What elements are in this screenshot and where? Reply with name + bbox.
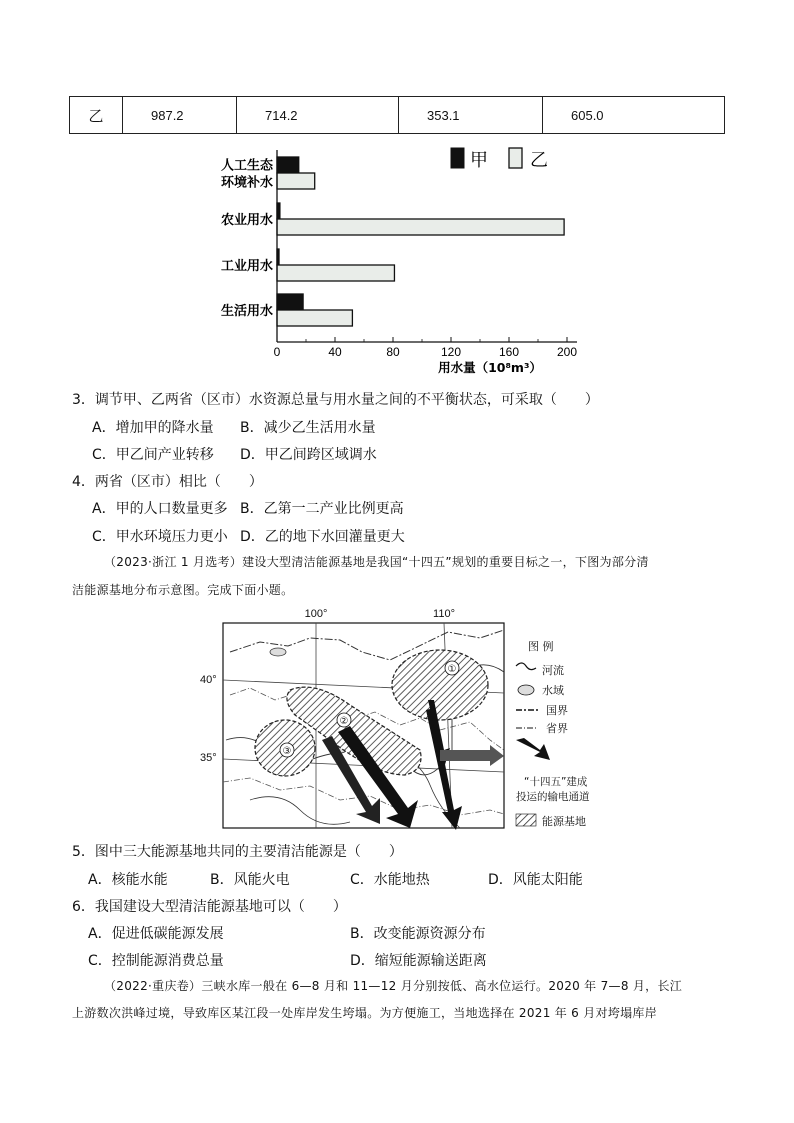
legend-transmission-label-2: 投运的输电通道: [516, 791, 590, 803]
q5-option-b[interactable]: B．风能火电: [210, 872, 290, 888]
base-label: ①: [447, 664, 457, 675]
energy-base-map: [190, 600, 610, 840]
intro1-line1: （2023·浙江 1 月选考）建设大型清洁能源基地是我国“十四五”规划的重要目标之一，下图为部分清: [104, 555, 649, 569]
category-label: 环境补水: [220, 175, 273, 191]
x-tick-label: 0: [273, 345, 281, 359]
table-cell: 987.2: [123, 97, 237, 134]
bar-yi: [277, 219, 564, 235]
lat-label: 40°: [200, 674, 217, 686]
x-axis-label: 用水量（10⁸m³）: [438, 360, 542, 375]
energy-base-1: [392, 650, 488, 720]
bar-yi: [277, 265, 394, 281]
legend-water-label: 水域: [542, 684, 564, 697]
q6-stem: 6．我国建设大型清洁能源基地可以（ ）: [72, 899, 347, 915]
q5-option-a[interactable]: A．核能水能: [88, 872, 168, 888]
category-label: 人工生态: [220, 158, 273, 174]
intro2-line2: 上游数次洪峰过境，导致库区某江段一处库岸发生垮塌。为方便施工，当地选择在 2021 年 6 月对垮塌库岸: [72, 1006, 658, 1020]
q5-stem: 5．图中三大能源基地共同的主要清洁能源是（ ）: [72, 844, 403, 860]
x-tick-label: 40: [328, 345, 342, 359]
bar-jia: [277, 157, 299, 173]
legend-label-yi: 乙: [530, 150, 548, 171]
q6-option-c[interactable]: C．控制能源消费总量: [88, 953, 224, 969]
q4-stem: 4．两省（区市）相比（ ）: [72, 474, 263, 490]
legend-transmission-symbol: [516, 738, 550, 760]
q3-option-b[interactable]: B．减少乙生活用水量: [240, 420, 376, 436]
bar-yi: [277, 310, 352, 326]
lon-label: 100°: [304, 608, 328, 620]
intro1-line2: 洁能源基地分布示意图。完成下面小题。: [72, 583, 294, 597]
base-label: ③: [282, 746, 292, 757]
x-tick-label: 120: [440, 345, 462, 359]
category-label: 农业用水: [220, 213, 273, 228]
q5-option-c[interactable]: C．水能地热: [350, 872, 430, 888]
legend-transmission-label-1: “十四五”建成: [524, 776, 588, 788]
q4-option-b[interactable]: B．乙第一二产业比例更高: [240, 501, 404, 517]
legend-river-symbol: [516, 663, 536, 670]
q5-option-d[interactable]: D．风能太阳能: [488, 872, 583, 888]
legend-title: 图 例: [528, 640, 554, 653]
q6-option-b[interactable]: B．改变能源资源分布: [350, 926, 486, 942]
q3-stem: 3．调节甲、乙两省（区市）水资源总量与用水量之间的不平衡状态，可采取（ ）: [72, 392, 599, 408]
legend-swatch-yi: [509, 148, 522, 168]
x-tick-label: 200: [556, 345, 578, 359]
legend-energy-base-symbol: [516, 814, 536, 826]
table-cell: 714.2: [237, 97, 399, 134]
x-tick-label: 80: [386, 345, 400, 359]
x-tick-label: 160: [498, 345, 520, 359]
row-label: 乙: [70, 97, 123, 134]
q6-option-a[interactable]: A．促进低碳能源发展: [88, 926, 224, 942]
bar-yi: [277, 173, 315, 189]
legend-water-symbol: [518, 685, 534, 695]
legend-swatch-jia: [451, 148, 464, 168]
table-cell: 605.0: [543, 97, 725, 134]
q3-option-a[interactable]: A．增加甲的降水量: [92, 420, 214, 436]
q4-option-d[interactable]: D．乙的地下水回灌量更大: [240, 529, 405, 545]
legend-provincial-border-label: 省界: [546, 722, 568, 735]
q3-option-c[interactable]: C．甲乙间产业转移: [92, 447, 214, 463]
legend-river-label: 河流: [542, 664, 564, 677]
lon-label: 110°: [433, 608, 455, 620]
category-label: 生活用水: [220, 304, 273, 319]
q4-option-a[interactable]: A．甲的人口数量更多: [92, 501, 228, 517]
water-body: [270, 648, 286, 656]
q3-option-d[interactable]: D．甲乙间跨区域调水: [240, 447, 377, 463]
bar-jia: [277, 294, 303, 310]
intro2-line1: （2022·重庆卷）三峡水库一般在 6—8 月和 11—12 月分别按低、高水位运行。2020 年 7—8 月，长江: [104, 979, 683, 993]
q4-option-c[interactable]: C．甲水环境压力更小: [92, 529, 228, 545]
water-use-chart: [0, 0, 794, 380]
q6-option-d[interactable]: D．缩短能源输送距离: [350, 953, 487, 969]
legend-label-jia: 甲: [470, 150, 488, 171]
table-cell: 353.1: [399, 97, 543, 134]
legend-energy-base-label: 能源基地: [542, 815, 586, 828]
base-label: ②: [339, 716, 349, 727]
legend-national-border-label: 国界: [546, 704, 568, 717]
lat-label: 35°: [200, 752, 217, 764]
category-label: 工业用水: [220, 259, 273, 274]
